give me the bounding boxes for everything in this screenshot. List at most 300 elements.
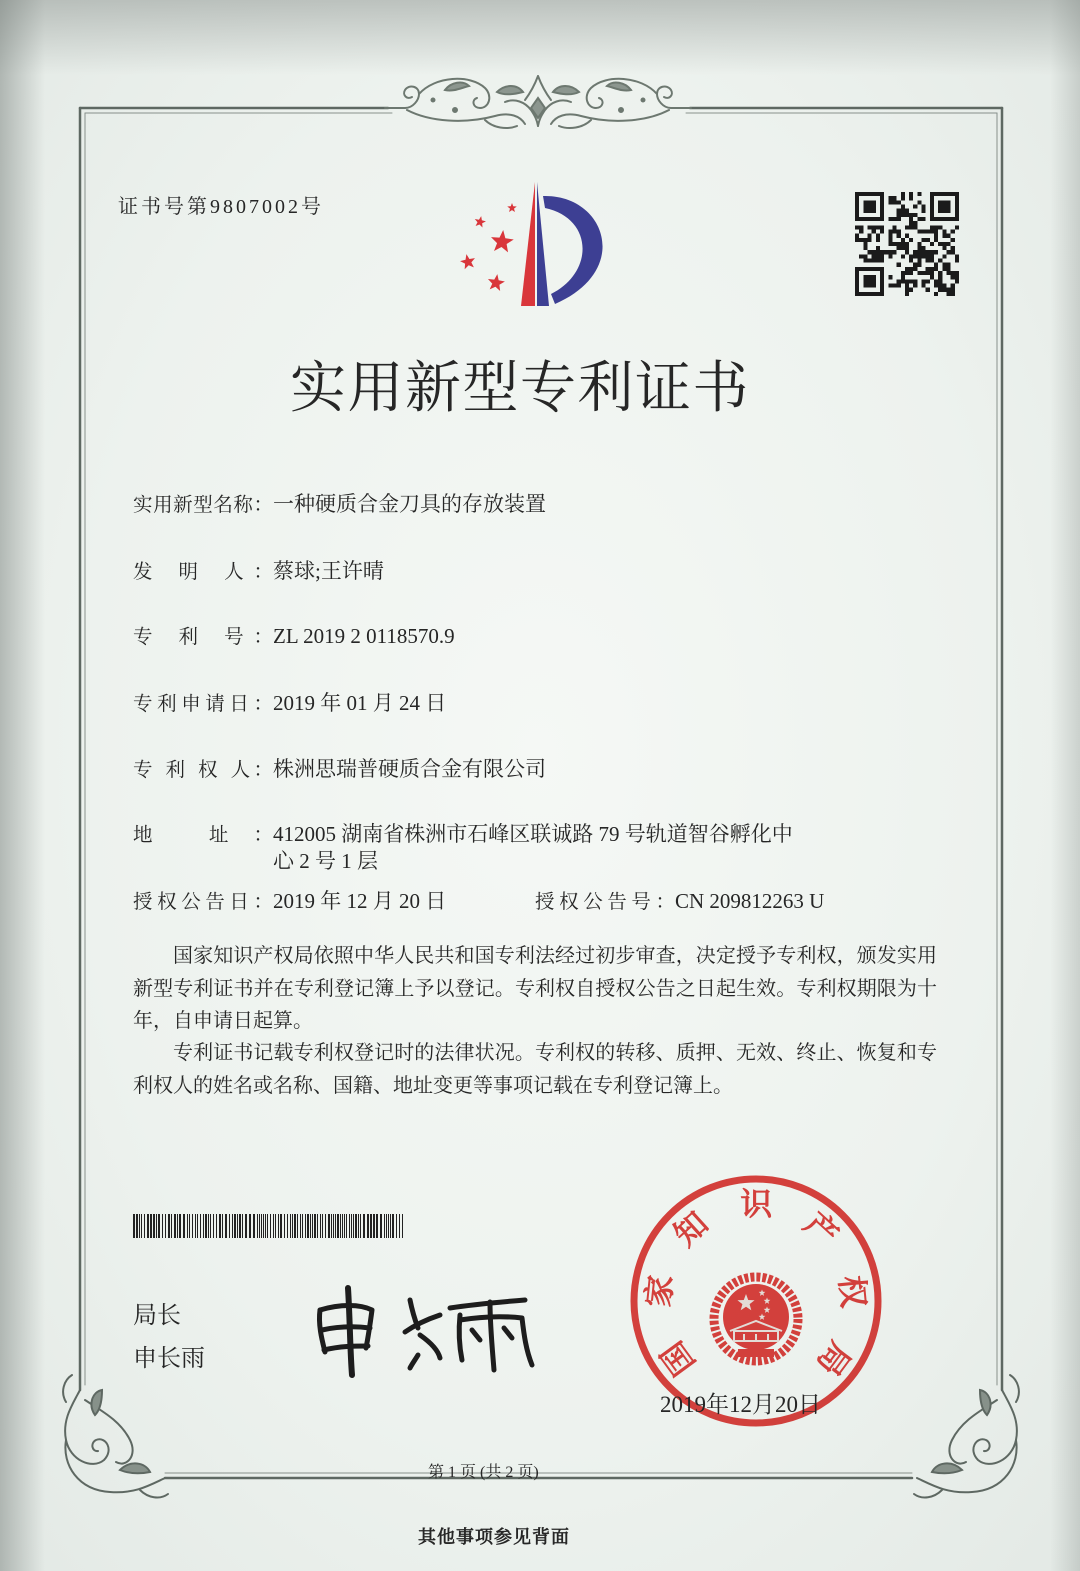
- qr-module: [880, 217, 884, 221]
- qr-module: [888, 229, 892, 233]
- qr-module: [947, 192, 951, 196]
- field-patent-number: [133, 623, 455, 650]
- qr-module: [930, 196, 934, 200]
- qr-module: [859, 267, 863, 271]
- qr-module: [930, 213, 934, 217]
- qr-module: [863, 279, 867, 283]
- qr-module: [930, 217, 934, 221]
- barcode-bar: [305, 1214, 306, 1238]
- qr-module: [872, 229, 876, 233]
- qr-module: [955, 217, 959, 221]
- barcode-bar: [402, 1214, 403, 1238]
- qr-module: [897, 263, 901, 267]
- qr-module: [930, 275, 934, 279]
- qr-module: [876, 192, 880, 196]
- qr-module: [934, 217, 938, 221]
- qr-module: [909, 225, 913, 229]
- qr-module: [863, 267, 867, 271]
- qr-module: [951, 229, 955, 233]
- barcode-bar: [337, 1214, 339, 1238]
- qr-module: [938, 242, 942, 246]
- qr-module: [897, 234, 901, 238]
- qr-module: [905, 209, 909, 213]
- qr-module: [880, 209, 884, 213]
- barcode-bar: [273, 1214, 274, 1238]
- barcode-bar: [312, 1214, 313, 1238]
- qr-module: [863, 242, 867, 246]
- qr-module: [905, 288, 909, 292]
- barcode-bar: [292, 1214, 293, 1238]
- top-ornament: [385, 76, 691, 128]
- qr-module: [934, 238, 938, 242]
- qr-module: [892, 250, 896, 254]
- qr-module: [876, 250, 880, 254]
- barcode-bar: [317, 1214, 318, 1238]
- field-value: 2019 年 12 月 20 日: [273, 889, 447, 913]
- qr-module: [947, 250, 951, 254]
- qr-module: [951, 271, 955, 275]
- qr-module: [942, 254, 946, 258]
- qr-module: [942, 242, 946, 246]
- qr-module: [901, 238, 905, 242]
- barcode-bar: [384, 1214, 385, 1238]
- qr-module: [888, 284, 892, 288]
- barcode-bar: [267, 1214, 268, 1238]
- barcode-bar: [351, 1214, 352, 1238]
- qr-module: [855, 213, 859, 217]
- field-label: 地 址：: [133, 823, 273, 846]
- qr-module: [909, 288, 913, 292]
- qr-module: [897, 246, 901, 250]
- qr-module: [876, 292, 880, 296]
- qr-module: [905, 267, 909, 271]
- qr-module: [922, 238, 926, 242]
- barcode-bar: [335, 1214, 336, 1238]
- logo-red-blade: [521, 182, 535, 306]
- qr-module: [897, 213, 901, 217]
- barcode-bar: [322, 1214, 323, 1238]
- qr-module: [901, 279, 905, 283]
- qr-module: [897, 242, 901, 246]
- qr-module: [905, 246, 909, 250]
- qr-module: [863, 238, 867, 242]
- qr-module: [876, 234, 880, 238]
- qr-module: [909, 271, 913, 275]
- barcode-bar: [156, 1214, 157, 1238]
- qr-module: [867, 225, 871, 229]
- qr-module: [880, 284, 884, 288]
- qr-module: [917, 246, 921, 250]
- qr-module: [892, 284, 896, 288]
- qr-module: [901, 209, 905, 213]
- qr-module: [934, 267, 938, 271]
- qr-module: [855, 275, 859, 279]
- barcode-bar: [162, 1214, 163, 1238]
- barcode-bar: [242, 1214, 243, 1238]
- barcode-bar: [278, 1214, 279, 1238]
- qr-module: [863, 259, 867, 263]
- qr-module: [955, 209, 959, 213]
- qr-module: [892, 217, 896, 221]
- qr-module: [872, 250, 876, 254]
- qr-module: [859, 217, 863, 221]
- logo-star: [491, 230, 514, 252]
- barcode-bar: [210, 1214, 211, 1238]
- qr-module: [909, 238, 913, 242]
- qr-module: [947, 209, 951, 213]
- qr-module: [938, 279, 942, 283]
- qr-module: [938, 225, 942, 229]
- barcode-bar: [232, 1214, 233, 1238]
- qr-module: [880, 279, 884, 283]
- logo-star: [488, 274, 505, 291]
- field-address: [133, 821, 797, 875]
- qr-module: [947, 217, 951, 221]
- barcode-bar: [177, 1214, 178, 1238]
- logo-star: [507, 203, 517, 212]
- barcode-bar: [396, 1214, 397, 1238]
- qr-module: [859, 225, 863, 229]
- field-label: 授权公告号：: [535, 890, 675, 913]
- certificate-number: 证书号第9807002号: [118, 196, 324, 218]
- qr-module: [901, 213, 905, 217]
- qr-module: [930, 267, 934, 271]
- qr-module: [938, 271, 942, 275]
- qr-module: [930, 204, 934, 208]
- qr-module: [917, 259, 921, 263]
- qr-module: [913, 213, 917, 217]
- qr-module: [938, 284, 942, 288]
- barcode-bar: [386, 1214, 387, 1238]
- qr-module: [872, 209, 876, 213]
- qr-module: [930, 209, 934, 213]
- logo-star: [475, 216, 486, 227]
- field-application-date: [133, 690, 446, 717]
- qr-module: [942, 229, 946, 233]
- qr-module: [942, 246, 946, 250]
- qr-module: [876, 225, 880, 229]
- qr-module: [934, 229, 938, 233]
- body-paragraph: 专利证书记载专利权登记时的法律状况。专利权的转移、质押、无效、终止、恢复和专利权人的姓名或名称、国籍、地址变更等事项记载在专利登记簿上。: [133, 1040, 937, 1097]
- qr-module: [905, 242, 909, 246]
- qr-module: [872, 254, 876, 258]
- qr-module: [863, 284, 867, 288]
- qr-module: [955, 254, 959, 258]
- qr-module: [892, 225, 896, 229]
- qr-module: [901, 204, 905, 208]
- footer-note: 其他事项参见背面: [418, 1527, 570, 1548]
- qr-module: [855, 292, 859, 296]
- qr-module: [901, 242, 905, 246]
- qr-module: [880, 271, 884, 275]
- qr-module: [859, 292, 863, 296]
- qr-module: [880, 275, 884, 279]
- qr-module: [938, 209, 942, 213]
- qr-module: [855, 234, 859, 238]
- qr-module: [926, 254, 930, 258]
- qr-module: [934, 292, 938, 296]
- qr-module: [880, 229, 884, 233]
- barcode-bar: [150, 1214, 152, 1238]
- qr-module: [922, 284, 926, 288]
- qr-module: [876, 217, 880, 221]
- barcode-bar: [344, 1214, 345, 1238]
- qr-module: [930, 192, 934, 196]
- qr-module: [947, 267, 951, 271]
- field-value: 株洲思瑞普硬质合金有限公司: [273, 757, 546, 781]
- qr-module: [867, 267, 871, 271]
- qr-module: [930, 229, 934, 233]
- barcode-bar: [392, 1214, 394, 1238]
- barcode-bar: [294, 1214, 296, 1238]
- qr-code-icon: [855, 192, 959, 296]
- barcode-bar: [380, 1214, 382, 1238]
- qr-module: [938, 259, 942, 263]
- qr-module: [905, 225, 909, 229]
- barcode-bar: [353, 1214, 354, 1238]
- qr-module: [926, 250, 930, 254]
- qr-module: [872, 225, 876, 229]
- barcode-bar: [314, 1214, 316, 1238]
- qr-module: [872, 284, 876, 288]
- qr-module: [897, 284, 901, 288]
- body-paragraph: 国家知识产权局依照中华人民共和国专利法经过初步审查，决定授予专利权，颁发实用新型专利证书并在专利登记簿上予以登记。专利权自授权公告之日起生效。专利权期限为十年，自申请日起算。: [133, 943, 937, 1032]
- qr-module: [938, 200, 942, 204]
- qr-module: [930, 259, 934, 263]
- qr-module: [888, 242, 892, 246]
- field-inventors: [133, 558, 384, 585]
- qr-module: [905, 279, 909, 283]
- qr-module: [867, 200, 871, 204]
- barcode-bar: [216, 1214, 217, 1238]
- bottom-left-ornament: [63, 1375, 168, 1497]
- field-value: 一种硬质合金刀具的存放装置: [273, 492, 546, 516]
- qr-module: [867, 279, 871, 283]
- qr-module: [867, 292, 871, 296]
- barcode-bar: [290, 1214, 291, 1238]
- qr-module: [880, 204, 884, 208]
- qr-module: [947, 271, 951, 275]
- qr-module: [872, 204, 876, 208]
- qr-module: [947, 234, 951, 238]
- qr-module: [930, 242, 934, 246]
- qr-module: [922, 217, 926, 221]
- barcode-icon: [133, 1214, 405, 1238]
- logo-stars: [460, 203, 517, 291]
- qr-module: [955, 275, 959, 279]
- field-label: 专利申请日：: [133, 692, 273, 715]
- qr-module: [922, 246, 926, 250]
- barcode-bar: [259, 1214, 260, 1238]
- qr-module: [897, 217, 901, 221]
- qr-module: [872, 267, 876, 271]
- qr-module: [867, 238, 871, 242]
- qr-module: [905, 292, 909, 296]
- barcode-bar: [183, 1214, 185, 1238]
- qr-module: [942, 204, 946, 208]
- qr-module: [905, 271, 909, 275]
- qr-module: [955, 200, 959, 204]
- barcode-bar: [225, 1214, 227, 1238]
- qr-module: [905, 234, 909, 238]
- qr-module: [872, 217, 876, 221]
- barcode-bar: [229, 1214, 230, 1238]
- qr-module: [909, 221, 913, 225]
- qr-module: [863, 246, 867, 250]
- qr-module: [926, 279, 930, 283]
- qr-module: [855, 200, 859, 204]
- barcode-bar: [192, 1214, 193, 1238]
- field-label: 授权公告日：: [133, 890, 273, 913]
- barcode-bar: [388, 1214, 389, 1238]
- qr-module: [880, 267, 884, 271]
- field-label: 发 明 人：: [133, 560, 273, 583]
- barcode-bar: [153, 1214, 155, 1238]
- qr-module: [913, 204, 917, 208]
- barcode-bar: [174, 1214, 176, 1238]
- qr-module: [892, 229, 896, 233]
- qr-module: [867, 250, 871, 254]
- qr-module: [897, 200, 901, 204]
- qr-module: [863, 209, 867, 213]
- qr-module: [909, 217, 913, 221]
- barcode-bar: [265, 1214, 266, 1238]
- qr-module: [909, 254, 913, 258]
- seal-date: 2019年12月20日: [660, 1392, 821, 1417]
- qr-module: [892, 196, 896, 200]
- qr-module: [867, 275, 871, 279]
- barcode-bar: [284, 1214, 285, 1238]
- bottom-right-ornament: [914, 1375, 1019, 1497]
- qr-module: [855, 192, 859, 196]
- qr-module: [909, 279, 913, 283]
- field-patentee: [133, 756, 546, 783]
- qr-module: [926, 271, 930, 275]
- qr-module: [855, 196, 859, 200]
- qr-module: [872, 292, 876, 296]
- qr-module: [951, 246, 955, 250]
- qr-module: [934, 234, 938, 238]
- qr-module: [855, 225, 859, 229]
- qr-module: [888, 254, 892, 258]
- qr-module: [897, 209, 901, 213]
- field-value: CN 209812263 U: [675, 889, 825, 913]
- qr-module: [876, 254, 880, 258]
- qr-module: [901, 196, 905, 200]
- barcode-bar: [205, 1214, 207, 1238]
- barcode-bar: [261, 1214, 262, 1238]
- qr-module: [917, 229, 921, 233]
- barcode-bar: [168, 1214, 170, 1238]
- barcode-bar: [307, 1214, 309, 1238]
- cnipa-logo-icon: [455, 178, 620, 310]
- barcode-bar: [245, 1214, 247, 1238]
- qr-module: [930, 271, 934, 275]
- qr-module: [922, 271, 926, 275]
- qr-module: [942, 200, 946, 204]
- qr-module: [951, 250, 955, 254]
- barcode-bar: [280, 1214, 282, 1238]
- qr-module: [867, 192, 871, 196]
- barcode-bar: [219, 1214, 221, 1238]
- qr-module: [867, 217, 871, 221]
- qr-module: [934, 250, 938, 254]
- field-grant-announcement-date: [133, 888, 446, 915]
- qr-module: [901, 192, 905, 196]
- qr-module: [947, 288, 951, 292]
- barcode-bar: [144, 1214, 145, 1238]
- qr-module: [863, 275, 867, 279]
- barcode-bar: [333, 1214, 334, 1238]
- page-indicator: 第 1 页 (共 2 页): [428, 1464, 539, 1481]
- qr-module: [942, 267, 946, 271]
- qr-module: [922, 250, 926, 254]
- qr-module: [926, 259, 930, 263]
- qr-module: [913, 225, 917, 229]
- national-emblem-icon: [714, 1277, 798, 1361]
- qr-module: [880, 250, 884, 254]
- qr-module: [917, 271, 921, 275]
- qr-module: [951, 192, 955, 196]
- barcode-bar: [302, 1214, 303, 1238]
- qr-module: [930, 225, 934, 229]
- qr-module: [951, 217, 955, 221]
- seal-text: 国家知识产权局: [638, 1184, 874, 1384]
- qr-module: [884, 250, 888, 254]
- qr-module: [951, 275, 955, 279]
- qr-module: [955, 213, 959, 217]
- barcode-bar: [195, 1214, 196, 1238]
- qr-module: [888, 217, 892, 221]
- barcode-bar: [349, 1214, 350, 1238]
- field-value: ZL 2019 2 0118570.9: [273, 624, 455, 648]
- qr-module: [909, 192, 913, 196]
- barcode-bar: [187, 1214, 188, 1238]
- qr-module: [888, 234, 892, 238]
- qr-module: [913, 267, 917, 271]
- barcode-bar: [287, 1214, 288, 1238]
- qr-module: [905, 284, 909, 288]
- field-grant-announcement-number: [535, 888, 824, 915]
- qr-module: [942, 209, 946, 213]
- qr-module: [955, 279, 959, 283]
- barcode-bar: [197, 1214, 198, 1238]
- barcode-bar: [331, 1214, 332, 1238]
- barcode-bar: [171, 1214, 172, 1238]
- field-label: 实用新型名称：: [133, 493, 273, 516]
- qr-module: [947, 263, 951, 267]
- barcode-bar: [370, 1214, 372, 1238]
- qr-module: [938, 217, 942, 221]
- qr-module: [922, 254, 926, 258]
- barcode-bar: [253, 1214, 255, 1238]
- qr-module: [867, 259, 871, 263]
- qr-module: [947, 204, 951, 208]
- qr-module: [955, 204, 959, 208]
- barcode-bar: [320, 1214, 321, 1238]
- qr-module: [955, 192, 959, 196]
- barcode-bar: [275, 1214, 276, 1238]
- qr-module: [934, 192, 938, 196]
- qr-module: [947, 242, 951, 246]
- qr-module: [880, 292, 884, 296]
- barcode-bar: [376, 1214, 378, 1238]
- barcode-bar: [208, 1214, 209, 1238]
- qr-module: [922, 279, 926, 283]
- qr-module: [867, 284, 871, 288]
- barcode-bar: [222, 1214, 223, 1238]
- qr-module: [892, 242, 896, 246]
